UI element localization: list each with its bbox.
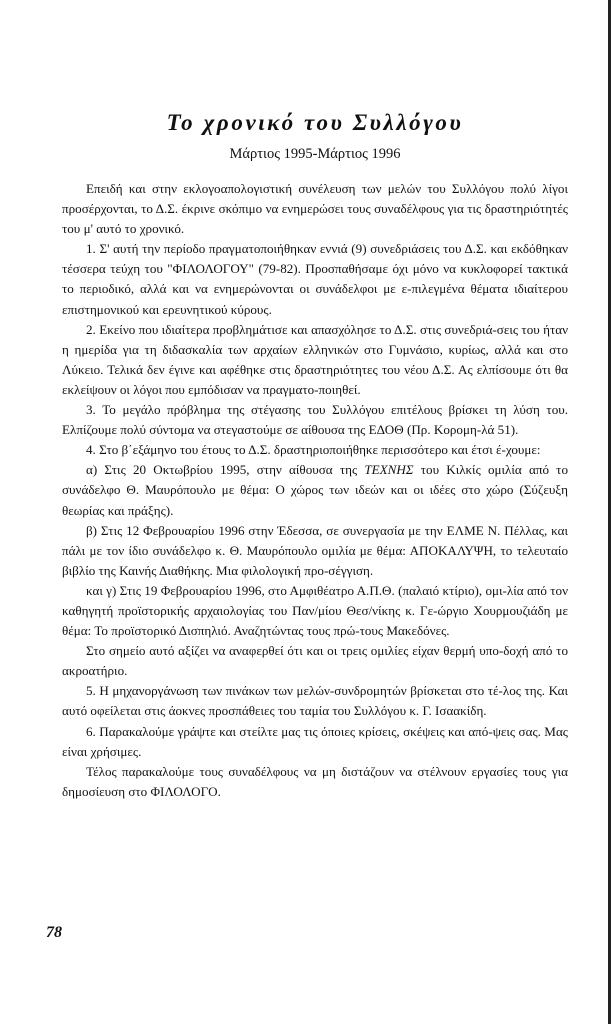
paragraph-4a-emphasis: ΤΕΧΝΗΣ [364,462,414,478]
paragraph-lectures-note: Στο σημείο αυτό αξίζει να αναφερθεί ότι και οι τρεις ομιλίες είχαν θερμή υπο-δοχή από το ακροατήριο. [62,643,568,679]
paragraph-closing: Τέλος παρακαλούμε τους συναδέλφους να μη διστάζουν να στέλνουν εργασίες τους για δημοσίευση στο ΦΙΛΟΛΟΓΟ. [62,763,568,799]
page-number: 78 [46,924,62,941]
article-subtitle: Μάρτιος 1995-Μάρτιος 1996 [229,146,401,162]
article [62,108,568,802]
article-body [62,179,568,802]
paragraph-4a [62,460,568,520]
paragraph-3: 3. Το μεγάλο πρόβλημα της στέγασης του Συλλόγου επιτέλους βρίσκει τη λύση του. Ελπίζουμε πολύ σύντομα να στεγαστούμε σε αίθουσα της ΕΔΟΘ (Πρ. Κορομη-λά 51). [62,402,568,438]
paragraph-4c: και γ) Στις 19 Φεβρουαρίου 1996, στο Αμφιθέατρο Α.Π.Θ. (παλαιό κτίριο), ομι-λία από τον καθηγητή προϊστορικής αρχαιολογίας του Παν/μίου Θεσ/νίκης κ. Γε-ώργιο Χουρμουζιάδη με θέμα: Το προϊστορικό Δισπηλιό. Αναζητώντας τους πρώ-τους Μακεδόνες. [62,582,568,639]
paragraph-intro: Επειδή και στην εκλογοαπολογιστική συνέλευση των μελών του Συλλόγου πολύ λίγοι προσέρχονται, το Δ.Σ. έκρινε σκόπιμο να ενημερώσει τους συναδέλφους για τις δραστηριότητές του μ' αυτό το χρονικό. [62,181,568,237]
paragraph-4: 4. Στο β΄εξάμηνο του έτους το Δ.Σ. δραστηριοποιήθηκε περισσότερο και έτσι έ-χουμε: [86,442,541,458]
article-title: Το χρονικό του Συλλόγου [166,110,464,135]
paragraph-4a-text-before: α) Στις 20 Οκτωβρίου 1995, στην αίθουσα της [86,462,365,478]
paragraph-2: 2. Εκείνο που ιδιαίτερα προβλημάτισε και απασχόλησε το Δ.Σ. στις συνεδριά-σεις του ήταν η ημερίδα για τη διδασκαλία των αρχαίων ελληνικών στο Γυμνάσιο, κυρίως, αλλά και στο Λύκειο. Τελικά δεν έγινε και αφέθηκε στις δραστηριότητες του νέου Δ.Σ. Ας ελπίσουμε ότι θα εκλείψουν οι λόγοι που εμπόδισαν να πραγματο-ποιηθεί. [62,321,568,397]
paragraph-6: 6. Παρακαλούμε γράψτε και στείλτε μας τις όποιες κρίσεις, σκέψεις και από-ψεις σας. Μας είναι χρήσιμες. [62,723,568,759]
paragraph-4a-text-after: του Κιλκίς ομιλία από το συνάδελφο Θ. Μαυρόπουλο με θέμα: Ο χώρος των ιδεών και οι ιδέες στο χώρο (Σύζευξη θεωρίας και πράξης). [62,462,568,518]
paragraph-1: 1. Σ' αυτή την περίοδο πραγματοποιήθηκαν εννιά (9) συνεδριάσεις του Δ.Σ. και εκδόθηκαν τέσσερα τεύχη του "ΦΙΛΟΛΟΓΟΥ" (79-82). Προσπαθήσαμε όχι μόνο να κυκλοφορεί τακτικά το περιοδικό, αλλά και να ενημερώνονται οι συνάδελφοι με ε-πιλεγμένα θέματα ιδιαίτερου επιστημονικού και ερευνητικού κύρους. [62,241,568,317]
paragraph-5: 5. Η μηχανοργάνωση των πινάκων των μελών-συνδρομητών βρίσκεται στο τέ-λος της. Και αυτό οφείλεται στις άοκνες προσπάθειες του ταμία του Συλλόγου κ. Γ. Ισαακίδη. [62,683,568,719]
paragraph-4b: β) Στις 12 Φεβρουαρίου 1996 στην Έδεσσα, σε συνεργασία με την ΕΛΜΕ Ν. Πέλλας, και πάλι με τον ίδιο συνάδελφο κ. Θ. Μαυρόπουλο ομιλία με θέμα: ΑΠΟΚΑΛΥΨΗ, το τελευταίο βιβλίο της Καινής Διαθήκης. Μια φιλολογική προ-σέγγιση. [62,522,568,578]
